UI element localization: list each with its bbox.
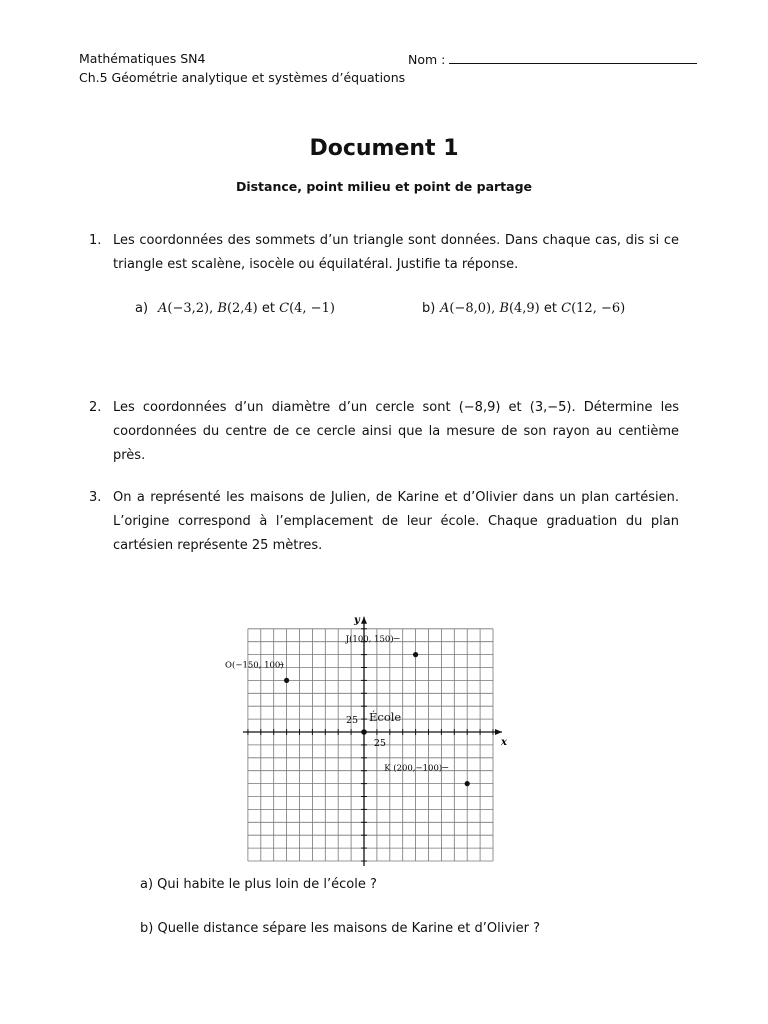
name-line — [449, 51, 697, 64]
page-subtitle: Distance, point milieu et point de partage — [235, 179, 533, 194]
course-name: Mathématiques SN4 — [79, 51, 206, 66]
q1-number: 1. — [89, 233, 102, 248]
q1-b-label: b) — [422, 301, 436, 316]
q2-text: Les coordonnées d’un diamètre d’un cercle sont (−8,9) et (3,−5). Détermine les coordonnées du centre de ce cercle ainsi que la mesure de son rayon au centième près. — [113, 400, 679, 463]
y-axis-arrow — [361, 617, 367, 624]
x-axis-arrow — [495, 729, 502, 735]
q3-text: On a représenté les maisons de Julien, de Karine et d’Olivier dans un plan cartésien. L’origine correspond à l’emplacement de leur école. Chaque graduation du plan cartésien représente 25 mètres. — [113, 490, 679, 553]
name-label: Nom : — [408, 52, 446, 67]
q3-sub-b: b) Quelle distance sépare les maisons de Karine et d’Olivier ? — [140, 921, 541, 936]
q3-number: 3. — [89, 490, 102, 505]
y-tick-label: 25 — [346, 715, 359, 727]
origin-point — [361, 729, 367, 735]
q1-text: Les coordonnées des sommets d’un triangle sont données. Dans chaque cas, dis si ce triangle est scalène, isocèle ou équilatéral. Justifie ta réponse. — [113, 233, 679, 272]
data-point — [413, 652, 418, 657]
data-point — [284, 678, 289, 683]
q1-a-expr: A(−3,2), B(2,4) et C(4, −1) — [158, 301, 335, 316]
q1-b-expr: A(−8,0), B(4,9) et C(12, −6) — [440, 301, 626, 316]
x-tick-label: 25 — [373, 738, 386, 749]
q3-sub-a: a) Qui habite le plus loin de l’école ? — [140, 877, 377, 892]
name-field — [408, 51, 697, 67]
q1-a-label: a) — [135, 301, 149, 316]
data-point-label: J(100, 150) — [345, 634, 394, 645]
axes — [243, 614, 502, 866]
q2-number: 2. — [89, 400, 102, 415]
data-point-label: O(−150, 100) — [225, 660, 284, 671]
chapter-name: Ch.5 Géométrie analytique et systèmes d’équations — [79, 70, 406, 85]
x-axis-label: x — [501, 737, 507, 748]
origin-label: École — [369, 710, 402, 724]
data-point-label: K (200,−100) — [384, 763, 443, 774]
grid — [248, 629, 493, 861]
page-title: Document 1 — [309, 136, 459, 161]
y-axis-label: y — [354, 614, 360, 626]
plotted-points — [225, 615, 508, 786]
cartesian-plane — [225, 570, 530, 840]
data-point — [465, 781, 470, 786]
